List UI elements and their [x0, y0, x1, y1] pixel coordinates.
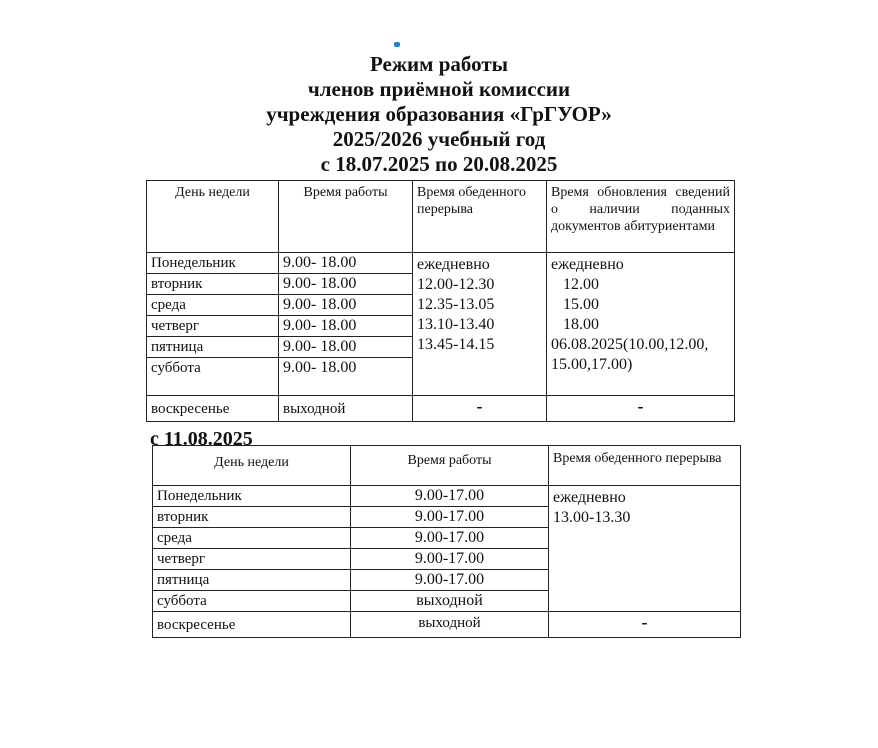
work-hours-cell: 9.00- 18.00	[279, 295, 413, 316]
update-time-cell	[547, 253, 735, 396]
day-cell: суббота	[147, 358, 279, 396]
title-line: с 18.07.2025 по 20.08.2025	[320, 152, 558, 176]
header-work-time: Время работы	[279, 181, 413, 253]
day-cell: воскресенье	[153, 612, 351, 638]
title-line: Режим работы	[369, 52, 509, 76]
update-line: 12.00	[563, 276, 599, 293]
work-hours-cell: 9.00- 18.00	[279, 358, 413, 396]
work-hours-cell: 9.00- 18.00	[279, 316, 413, 337]
lunch-line: ежедневно	[417, 256, 490, 273]
work-hours-cell: 9.00- 18.00	[279, 274, 413, 295]
header-lunch-break: Время обеденного перерыва	[413, 181, 547, 253]
update-line: 06.08.2025(10.00,12.00,	[551, 336, 709, 353]
lunch-line: 13.10-13.40	[417, 316, 495, 333]
day-cell: Понедельник	[153, 486, 351, 507]
work-hours-cell: 9.00-17.00	[351, 528, 549, 549]
day-cell: вторник	[147, 274, 279, 295]
work-hours-cell: 9.00-17.00	[351, 486, 549, 507]
update-line: 18.00	[563, 316, 599, 333]
update-line: ежедневно	[551, 256, 624, 273]
lunch-line: 12.35-13.05	[417, 296, 495, 313]
work-hours-cell: выходной	[279, 396, 413, 422]
day-cell: среда	[147, 295, 279, 316]
day-cell: четверг	[153, 549, 351, 570]
section-subtitle: с 11.08.2025	[150, 428, 253, 450]
schedule-table-2	[152, 445, 741, 638]
day-cell: четверг	[147, 316, 279, 337]
work-hours-cell: 9.00-17.00	[351, 549, 549, 570]
lunch-line: ежедневно	[553, 489, 626, 506]
work-hours-cell: выходной	[351, 591, 549, 612]
title-line: членов приёмной комиссии	[307, 77, 571, 101]
lunch-line: 12.00-12.30	[417, 276, 495, 293]
update-line: 15.00	[563, 296, 599, 313]
ink-speck	[394, 42, 400, 47]
work-hours-cell: выходной	[351, 612, 549, 638]
day-cell: Понедельник	[147, 253, 279, 274]
header-update-time: Время обновления сведений о наличии поданных документов абитуриентами	[547, 181, 735, 253]
lunch-line: 13.00-13.30	[553, 509, 631, 526]
day-cell: среда	[153, 528, 351, 549]
lunch-break-cell	[413, 253, 547, 396]
document-title	[0, 52, 878, 177]
day-cell: воскресенье	[147, 396, 279, 422]
schedule-table-1	[146, 180, 735, 422]
work-hours-cell: 9.00-17.00	[351, 507, 549, 528]
update-line: 15.00,17.00)	[551, 356, 633, 373]
title-line: учреждения образования «ГрГУОР»	[266, 102, 612, 126]
update-time-cell: -	[547, 396, 735, 422]
header-lunch-break: Время обеденного перерыва	[549, 446, 741, 486]
day-cell: пятница	[147, 337, 279, 358]
title-line: 2025/2026 учебный год	[332, 127, 546, 151]
lunch-line: 13.45-14.15	[417, 336, 495, 353]
header-day: День недели	[147, 181, 279, 253]
lunch-break-cell	[549, 486, 741, 612]
day-cell: пятница	[153, 570, 351, 591]
header-work-time: Время работы	[351, 446, 549, 486]
day-cell: суббота	[153, 591, 351, 612]
lunch-break-cell: -	[549, 612, 741, 638]
day-cell: вторник	[153, 507, 351, 528]
lunch-break-cell: -	[413, 396, 547, 422]
work-hours-cell: 9.00- 18.00	[279, 253, 413, 274]
work-hours-cell: 9.00-17.00	[351, 570, 549, 591]
work-hours-cell: 9.00- 18.00	[279, 337, 413, 358]
header-day: День недели	[153, 446, 351, 486]
